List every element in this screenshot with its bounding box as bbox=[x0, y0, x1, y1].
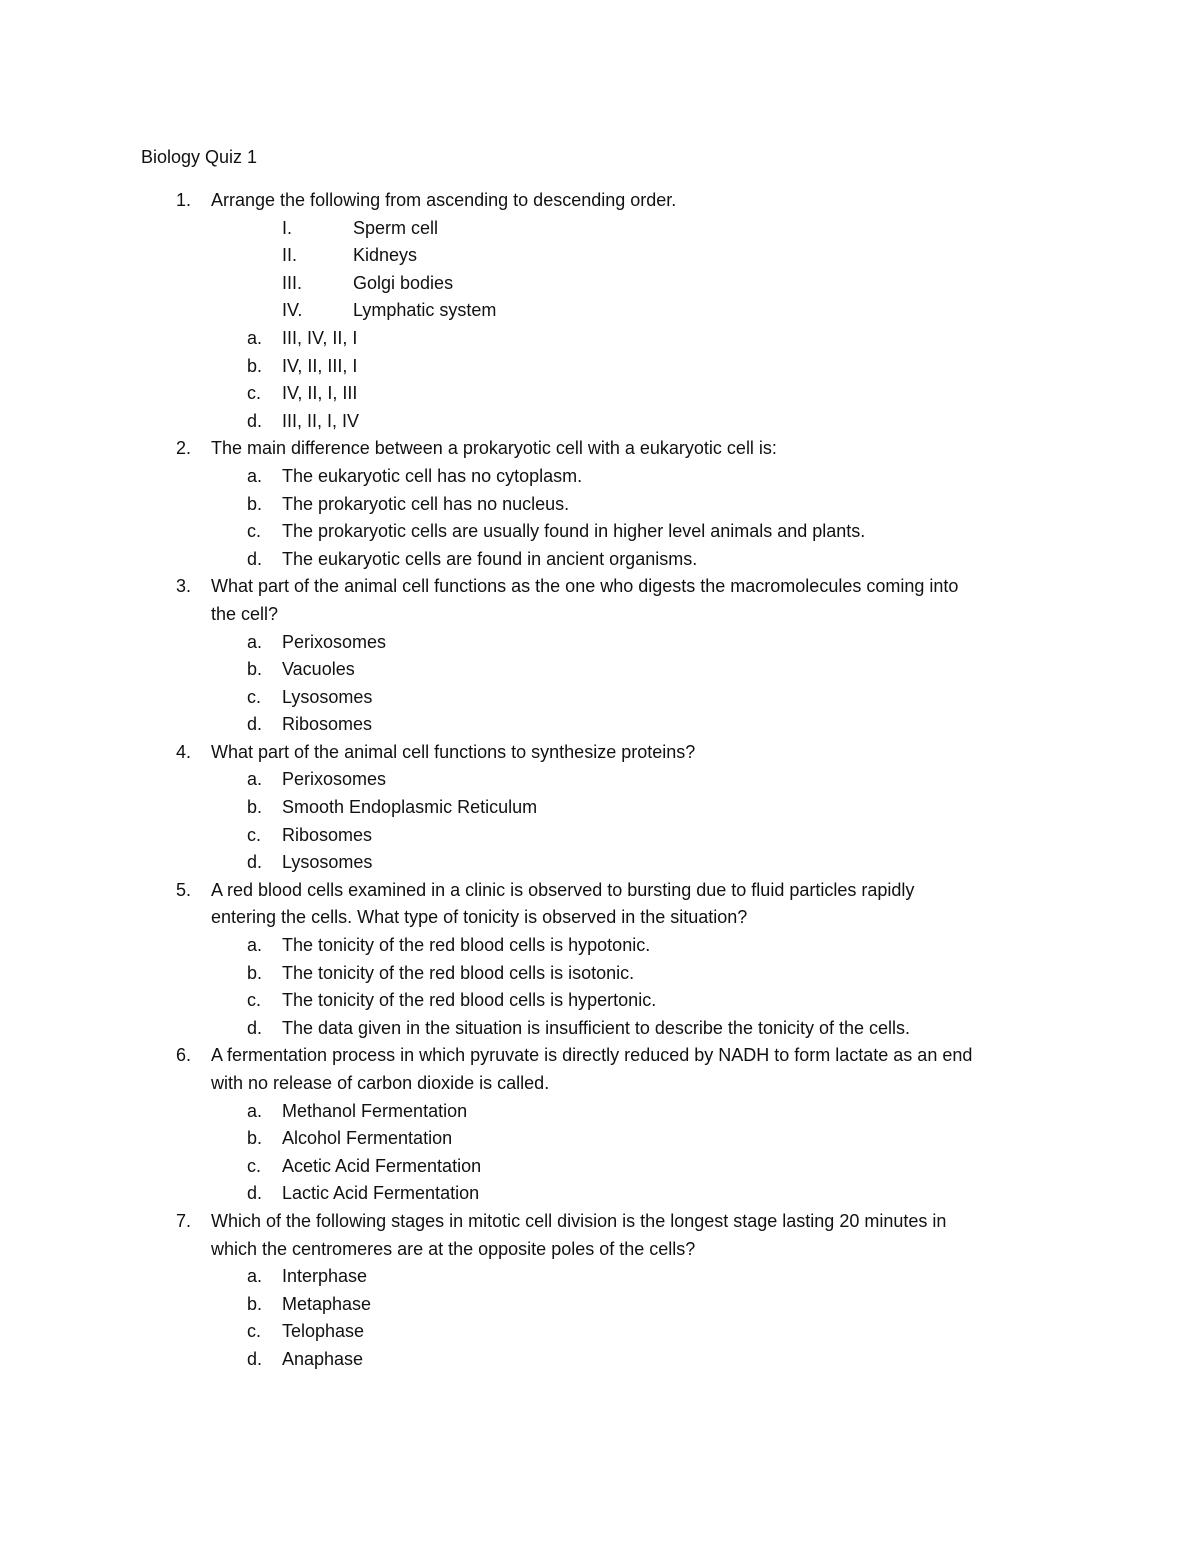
question-text: which the centromeres are at the opposite poles of the cells? bbox=[211, 1238, 696, 1259]
choice-text: Anaphase bbox=[282, 1348, 364, 1369]
question-text: with no release of carbon dioxide is called. bbox=[211, 1073, 550, 1093]
choice-text: IV, II, III, I bbox=[282, 355, 358, 376]
question-line bbox=[0, 1236, 1200, 1264]
answer-choice bbox=[0, 1098, 1200, 1126]
question-line bbox=[0, 904, 1200, 932]
question-text: Arrange the following from ascending to descending order. bbox=[211, 190, 677, 210]
roman-item-text: Golgi bodies bbox=[353, 272, 454, 293]
answer-choice bbox=[0, 1291, 1200, 1319]
choice-text: Telophase bbox=[282, 1321, 365, 1342]
choice-letter: c. bbox=[247, 1321, 262, 1342]
question-line bbox=[0, 1208, 1200, 1236]
question-text: entering the cells. What type of tonicity is observed in the situation? bbox=[211, 907, 748, 928]
choice-text: The prokaryotic cells are usually found in higher level animals and plants. bbox=[282, 521, 866, 542]
answer-choice bbox=[0, 629, 1200, 657]
choice-letter: d. bbox=[247, 714, 263, 735]
answer-choice bbox=[0, 987, 1200, 1015]
answer-choice bbox=[0, 794, 1200, 822]
roman-list-item bbox=[0, 297, 1200, 325]
choice-text: The prokaryotic cell has no nucleus. bbox=[282, 493, 570, 514]
answer-choice bbox=[0, 518, 1200, 546]
choice-text: Perixosomes bbox=[282, 631, 387, 652]
question-text: A fermentation process in which pyruvate is directly reduced by NADH to form lactate as an end bbox=[211, 1045, 973, 1066]
question-block bbox=[0, 739, 1200, 877]
question-text: The main difference between a prokaryotic cell with a eukaryotic cell is: bbox=[211, 438, 777, 459]
question-line bbox=[0, 739, 1200, 767]
question-block bbox=[0, 187, 1200, 435]
choice-text: Perixosomes bbox=[282, 769, 387, 790]
choice-letter: b. bbox=[247, 1128, 263, 1149]
choice-text: The data given in the situation is insufficient to describe the tonicity of the cells. bbox=[282, 1017, 911, 1038]
roman-item-text: Sperm cell bbox=[353, 217, 439, 238]
question-number: 7. bbox=[176, 1210, 192, 1231]
choice-letter: a. bbox=[247, 465, 263, 486]
answer-choice bbox=[0, 408, 1200, 436]
choice-letter: d. bbox=[247, 1017, 263, 1038]
answer-choice bbox=[0, 822, 1200, 850]
choice-letter: a. bbox=[247, 1100, 263, 1121]
choice-text: Lysosomes bbox=[282, 852, 373, 873]
choice-letter: c. bbox=[247, 990, 262, 1011]
question-line bbox=[0, 1042, 1200, 1070]
answer-choice bbox=[0, 491, 1200, 519]
question-number: 6. bbox=[176, 1045, 192, 1066]
roman-numeral: I. bbox=[282, 217, 293, 238]
question-block bbox=[0, 1208, 1200, 1374]
choice-letter: b. bbox=[247, 659, 263, 680]
choice-text: Interphase bbox=[282, 1266, 368, 1287]
choice-text: The eukaryotic cell has no cytoplasm. bbox=[282, 465, 583, 486]
roman-numeral: IV. bbox=[282, 300, 303, 321]
question-block bbox=[0, 435, 1200, 573]
roman-item-text: Lymphatic system bbox=[353, 300, 497, 321]
answer-choice bbox=[0, 656, 1200, 684]
choice-text: IV, II, I, III bbox=[282, 383, 358, 404]
choice-letter: c. bbox=[247, 1155, 262, 1176]
choice-letter: b. bbox=[247, 355, 263, 376]
answer-choice bbox=[0, 325, 1200, 353]
answer-choice bbox=[0, 932, 1200, 960]
question-text: What part of the animal cell functions to synthesize proteins? bbox=[211, 741, 696, 762]
choice-text: Methanol Fermentation bbox=[282, 1100, 468, 1121]
choice-letter: a. bbox=[247, 631, 263, 652]
answer-choice bbox=[0, 849, 1200, 877]
roman-item-text: Kidneys bbox=[353, 245, 418, 266]
answer-choice bbox=[0, 1318, 1200, 1346]
choice-letter: d. bbox=[247, 410, 263, 431]
choice-text: Lysosomes bbox=[282, 686, 373, 707]
question-text: Which of the following stages in mitotic cell division is the longest stage lasting 20 minutes in bbox=[211, 1210, 947, 1231]
choice-text: III, IV, II, I bbox=[282, 327, 358, 348]
roman-list-item bbox=[0, 242, 1200, 270]
choice-text: Smooth Endoplasmic Reticulum bbox=[282, 797, 538, 818]
roman-numeral: II. bbox=[282, 245, 298, 266]
choice-text: The tonicity of the red blood cells is isotonic. bbox=[282, 962, 635, 983]
choice-letter: b. bbox=[247, 493, 263, 514]
choice-text: The tonicity of the red blood cells is hypertonic. bbox=[282, 990, 657, 1011]
choice-text: The eukaryotic cells are found in ancient organisms. bbox=[282, 548, 698, 569]
answer-choice bbox=[0, 1153, 1200, 1181]
answer-choice bbox=[0, 1180, 1200, 1208]
question-line bbox=[0, 1070, 1200, 1098]
choice-letter: b. bbox=[247, 1293, 263, 1314]
question-number: 3. bbox=[176, 576, 192, 597]
question-text: the cell? bbox=[211, 603, 279, 624]
choice-text: Metaphase bbox=[282, 1293, 372, 1314]
choice-text: Vacuoles bbox=[282, 659, 355, 680]
answer-choice bbox=[0, 380, 1200, 408]
choice-letter: b. bbox=[247, 797, 263, 818]
question-number: 2. bbox=[176, 438, 192, 459]
question-block bbox=[0, 573, 1200, 739]
roman-list-item bbox=[0, 215, 1200, 243]
question-block bbox=[0, 877, 1200, 1043]
answer-choice bbox=[0, 766, 1200, 794]
answer-choice bbox=[0, 463, 1200, 491]
question-number: 1. bbox=[176, 190, 192, 210]
choice-letter: c. bbox=[247, 521, 262, 542]
question-number: 5. bbox=[176, 879, 192, 900]
answer-choice bbox=[0, 1015, 1200, 1043]
choice-letter: d. bbox=[247, 852, 263, 873]
question-block bbox=[0, 1042, 1200, 1208]
answer-choice bbox=[0, 353, 1200, 381]
quiz-title: Biology Quiz 1 bbox=[141, 147, 258, 167]
choice-letter: d. bbox=[247, 548, 263, 569]
answer-choice bbox=[0, 1263, 1200, 1291]
roman-list-item bbox=[0, 270, 1200, 298]
choice-letter: b. bbox=[247, 962, 263, 983]
answer-choice bbox=[0, 960, 1200, 988]
question-line bbox=[0, 877, 1200, 905]
choice-letter: a. bbox=[247, 769, 263, 790]
choice-letter: c. bbox=[247, 686, 262, 707]
choice-letter: c. bbox=[247, 824, 262, 845]
choice-letter: a. bbox=[247, 327, 263, 348]
question-number: 4. bbox=[176, 741, 192, 762]
choice-text: The tonicity of the red blood cells is hypotonic. bbox=[282, 935, 651, 956]
answer-choice bbox=[0, 1346, 1200, 1374]
question-line bbox=[0, 435, 1200, 463]
choice-text: Ribosomes bbox=[282, 824, 373, 845]
answer-choice bbox=[0, 1125, 1200, 1153]
question-line bbox=[0, 573, 1200, 601]
answer-choice bbox=[0, 684, 1200, 712]
choice-letter: d. bbox=[247, 1183, 263, 1204]
choice-text: Ribosomes bbox=[282, 714, 373, 735]
question-line bbox=[0, 187, 1200, 215]
answer-choice bbox=[0, 546, 1200, 574]
answer-choice bbox=[0, 711, 1200, 739]
choice-letter: c. bbox=[247, 383, 262, 404]
roman-numeral: III. bbox=[282, 272, 303, 293]
question-text: A red blood cells examined in a clinic is observed to bursting due to fluid particles rapidly bbox=[211, 879, 915, 900]
choice-letter: a. bbox=[247, 1266, 263, 1287]
choice-letter: a. bbox=[247, 935, 263, 956]
question-list bbox=[0, 187, 1200, 1374]
choice-text: Acetic Acid Fermentation bbox=[282, 1155, 482, 1176]
question-line bbox=[0, 601, 1200, 629]
choice-letter: d. bbox=[247, 1348, 263, 1369]
choice-text: Alcohol Fermentation bbox=[282, 1128, 453, 1149]
choice-text: III, II, I, IV bbox=[282, 410, 360, 431]
question-text: What part of the animal cell functions as the one who digests the macromolecules coming into bbox=[211, 576, 959, 597]
choice-text: Lactic Acid Fermentation bbox=[282, 1183, 480, 1204]
